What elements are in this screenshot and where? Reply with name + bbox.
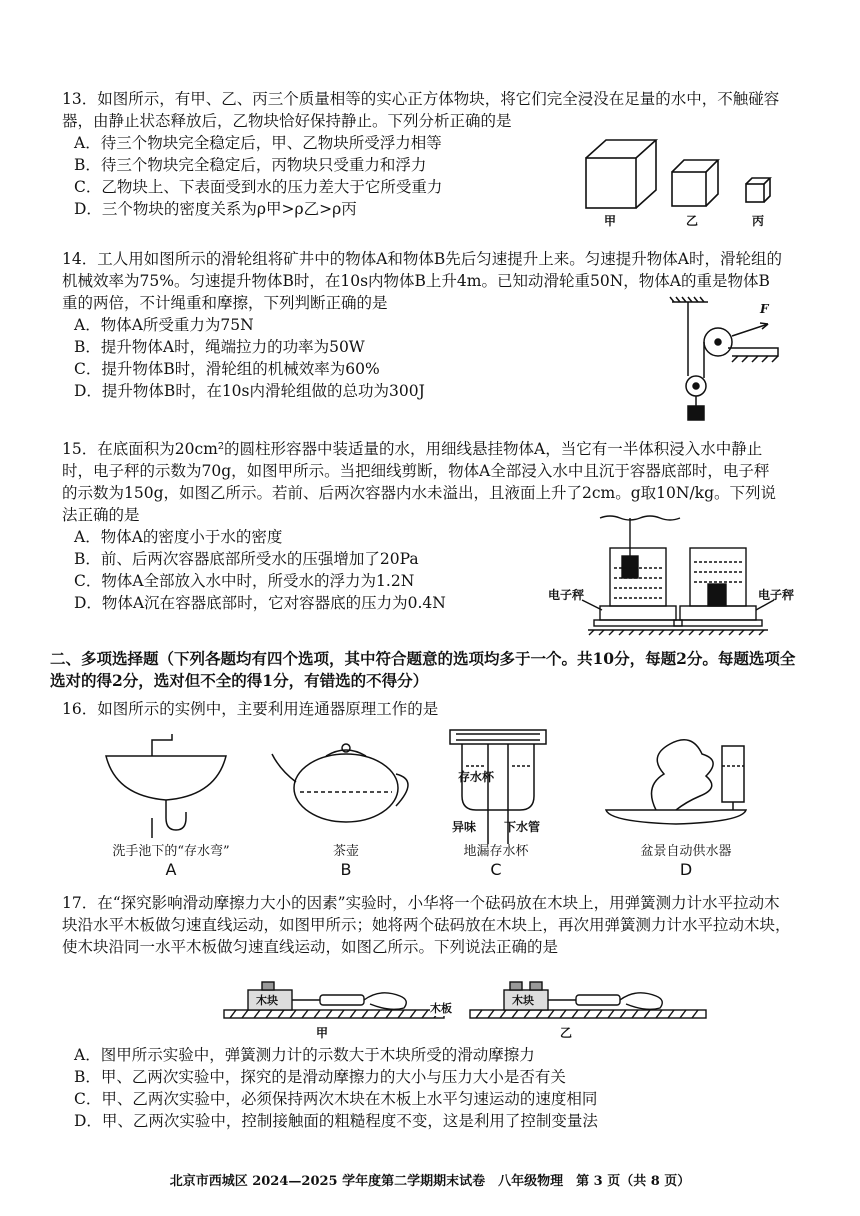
label-smell: 异味 [452, 820, 477, 834]
question-16-stem: 16．如图所示的实例中，主要利用连通器原理工作的是 [62, 700, 439, 718]
block-label-yi: 木块 [512, 994, 534, 1007]
label-pipe: 下水管 [504, 820, 541, 834]
q14-option-d: D．提升物体B时，在10s内滑轮组做的总功为300J [74, 382, 425, 400]
q13-option-d: D．三个物块的密度关系为ρ甲>ρ乙>ρ丙 [74, 200, 357, 218]
caption-c: 地漏存水杯 [463, 844, 529, 859]
q15-option-b: B．前、后两次容器底部所受水的压强增加了20Pa [74, 550, 419, 568]
q14-option-b: B．提升物体A时，绳端拉力的功率为50W [74, 338, 365, 356]
question-15-stem: 15．在底面积为20cm²的圆柱形容器中装适量的水，用细线悬挂物体A，当它有一半体积浸入水中静止时，电子秤的示数为70g，如图甲所示。当把细线剪断，物体A全部浸入水中且沉于容器底部时，电子秤的示数为150g，如图乙所示。若前、后两次容器内水未溢出，且液面上升了2cm。g取10N/kg。下列说法正确的是 [62, 440, 776, 524]
question-16 [62, 698, 792, 720]
caption-b: 茶壶 [332, 844, 359, 859]
letter-d: D [679, 860, 693, 879]
q15-option-a: A．物体A的密度小于水的密度 [74, 528, 283, 546]
section-2-heading [50, 648, 800, 692]
question-17-stem: 17．在“探究影响滑动摩擦力大小的因素”实验时，小华将一个砝码放在木块上，用弹簧测力计水平拉动木块沿水平木板做匀速直线运动，如图甲所示；她将两个砝码放在木块上，再次用弹簧测力计水平拉动木块，使木块沿同一水平木板做匀速直线运动，如图乙所示。下列说法正确的是 [62, 894, 791, 956]
force-label: F [760, 302, 769, 316]
block-label-jia: 木块 [256, 994, 278, 1007]
cube-label-jia: 甲 [604, 214, 617, 228]
question-13-stem: 13．如图所示，有甲、乙、丙三个质量相等的实心正方体物块，将它们完全浸没在足量的水中，不触碰容器，由静止状态释放后，乙物块恰好保持静止。下列分析正确的是 [62, 90, 780, 130]
caption-a: 洗手池下的“存水弯” [112, 844, 230, 859]
fig-label-jia: 甲 [316, 1026, 329, 1040]
cube-label-yi: 乙 [686, 214, 699, 228]
q15-option-d: D．物体A沉在容器底部时，它对容器底的压力为0.4N [74, 594, 446, 612]
q13-option-a: A．待三个物块完全稳定后，甲、乙物块所受浮力相等 [74, 134, 442, 152]
label-cup: 存水杯 [458, 770, 495, 784]
board-label: 木板 [430, 1002, 452, 1015]
q17-option-b: B．甲、乙两次实验中，探究的是滑动摩擦力的大小与压力大小是否有关 [74, 1068, 566, 1086]
q14-option-c: C．提升物体B时，滑轮组的机械效率为60% [74, 360, 380, 378]
q17-option-d: D．甲、乙两次实验中，控制接触面的粗糙程度不变，这是利用了控制变量法 [74, 1112, 598, 1130]
q13-cubes-figure [580, 136, 790, 228]
q13-option-c: C．乙物块上、下表面受到水的压力差大于它所受重力 [74, 178, 443, 196]
q14-option-a: A．物体A所受重力为75N [74, 316, 254, 334]
q16-figures [96, 726, 786, 886]
q15-scale-figure [548, 512, 798, 636]
q15-option-c: C．物体A全部放入水中时，所受水的浮力为1.2N [74, 572, 415, 590]
letter-b: B [340, 860, 352, 879]
q17-option-a: A．图甲所示实验中，弹簧测力计的示数大于木块所受的滑动摩擦力 [74, 1046, 535, 1064]
cube-label-bing: 丙 [752, 214, 765, 228]
scale-label-right: 电子秤 [758, 588, 795, 602]
q13-option-b: B．待三个物块完全稳定后，丙物块只受重力和浮力 [74, 156, 427, 174]
letter-a: A [165, 860, 177, 879]
letter-c: C [490, 860, 502, 879]
question-17-options [62, 1044, 792, 1132]
q14-pulley-figure [668, 296, 788, 432]
section-2-title: 二、多项选择题（下列各题均有四个选项，其中符合题意的选项均多于一个。共10分，每题2分。每题选项全选对的得2分，选对但不全的得1分，有错选的不得分） [50, 649, 796, 690]
scale-label-left: 电子秤 [548, 588, 585, 602]
page-footer: 北京市西城区 2024—2025 学年度第二学期期末试卷 八年级物理 第 3 页（共 8 页） [169, 1174, 691, 1189]
question-14-stem: 14．工人用如图所示的滑轮组将矿井中的物体A和物体B先后匀速提升上来。匀速提升物体A时，滑轮组的机械效率为75%。匀速提升物体B时，在10s内物体B上升4m。已知动滑轮重50N，物体A的重是物体B重的两倍，不计绳重和摩擦，下列判断正确的是 [62, 250, 783, 312]
caption-d: 盆景自动供水器 [640, 844, 732, 859]
q17-option-c: C．甲、乙两次实验中，必须保持两次木块在木板上水平匀速运动的速度相同 [74, 1090, 598, 1108]
fig-label-yi: 乙 [560, 1026, 573, 1040]
question-17 [62, 892, 792, 958]
q17-friction-figure [220, 978, 720, 1042]
